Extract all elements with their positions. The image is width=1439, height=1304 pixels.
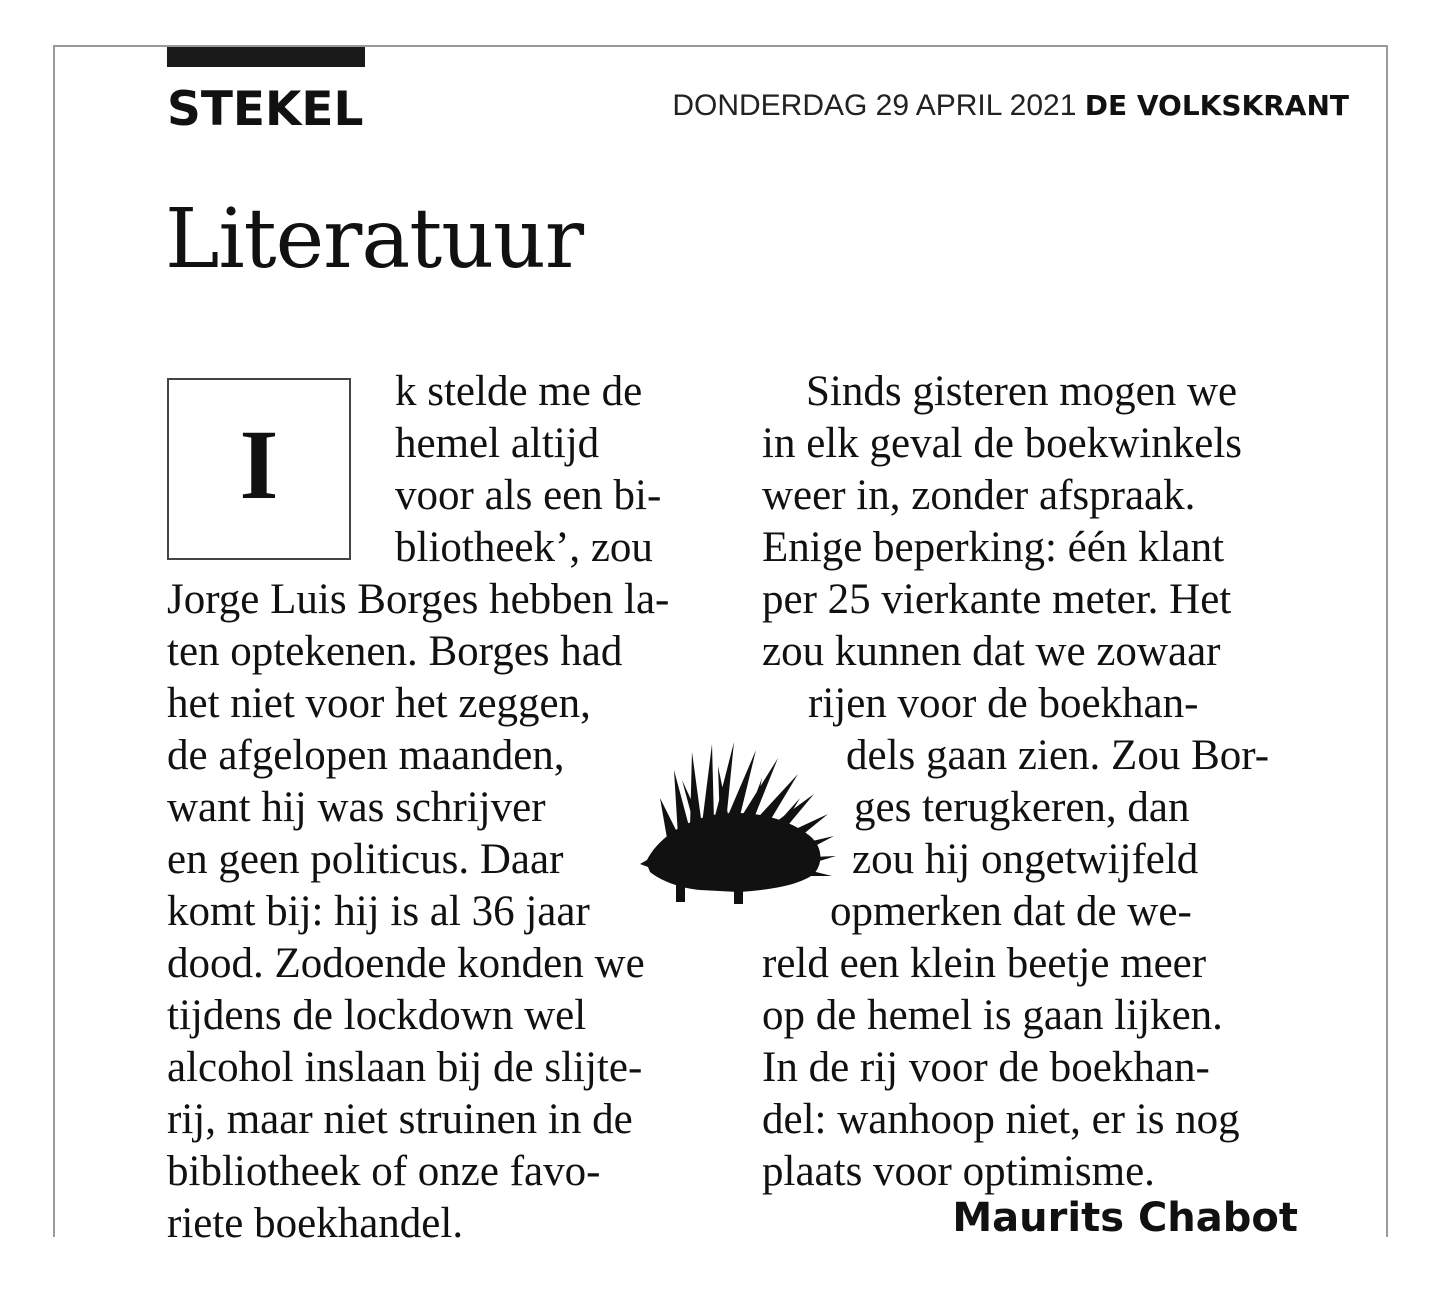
text-line: en geen politicus. Daar [167, 836, 564, 883]
text-line: het niet voor het zeggen, [167, 680, 591, 727]
text-line: rij, maar niet struinen in de [167, 1096, 633, 1143]
hedgehog-icon [638, 740, 838, 910]
text-line: opmerken dat de we- [830, 888, 1192, 935]
text-line: in elk geval de boekwinkels [762, 420, 1243, 467]
text-line: plaats voor optimisme. [762, 1148, 1155, 1195]
text-line: riete boekhandel. [167, 1200, 464, 1247]
drop-cap-letter: I [239, 409, 279, 520]
text-line: bliotheek’, zou [395, 524, 653, 571]
section-label: STEKEL [167, 82, 364, 137]
text-line: Enige beperking: één klant [762, 524, 1225, 571]
text-line: dood. Zodoende konden we [167, 940, 645, 987]
text-line: zou hij ongetwijfeld [852, 836, 1199, 883]
text-line: voor als een bi- [395, 472, 662, 519]
text-line: Sinds gisteren mogen we [806, 368, 1238, 415]
text-line: reld een klein beetje meer [762, 940, 1207, 987]
text-line: op de hemel is gaan lijken. [762, 992, 1223, 1039]
page-frame-right [1386, 45, 1388, 1237]
publication-date: DONDERDAG 29 APRIL 2021 [672, 89, 1077, 122]
page-frame-left [53, 45, 55, 1237]
text-line: komt bij: hij is al 36 jaar [167, 888, 590, 935]
text-line: ten optekenen. Borges had [167, 628, 623, 675]
text-line: bibliotheek of onze favo- [167, 1148, 601, 1195]
text-line: ges terugkeren, dan [854, 784, 1190, 831]
text-line: In de rij voor de boekhan- [762, 1044, 1210, 1091]
text-line: de afgelopen maanden, [167, 732, 565, 779]
text-line: tijdens de lockdown wel [167, 992, 587, 1039]
text-line: del: wanhoop niet, er is nog [762, 1096, 1240, 1143]
text-line: per 25 vierkante meter. Het [762, 576, 1232, 623]
text-line: weer in, zonder afspraak. [762, 472, 1196, 519]
text-line: hemel altijd [395, 420, 600, 467]
text-line: alcohol inslaan bij de slijte- [167, 1044, 643, 1091]
text-line: Jorge Luis Borges hebben la- [167, 576, 670, 623]
section-bar [167, 47, 365, 67]
dateline [672, 88, 1349, 124]
newspaper-name: DE VOLKSKRANT [1084, 89, 1349, 122]
article-column-right [762, 366, 1322, 1198]
text-line: rijen voor de boekhan- [808, 680, 1199, 727]
article-headline: Literatuur [165, 192, 584, 287]
text-line: k stelde me de [395, 368, 643, 415]
text-line: dels gaan zien. Zou Bor- [846, 732, 1270, 779]
author-byline: Maurits Chabot [952, 1195, 1298, 1241]
text-line: want hij was schrijver [167, 784, 546, 831]
text-line: zou kunnen dat we zowaar [762, 628, 1221, 675]
